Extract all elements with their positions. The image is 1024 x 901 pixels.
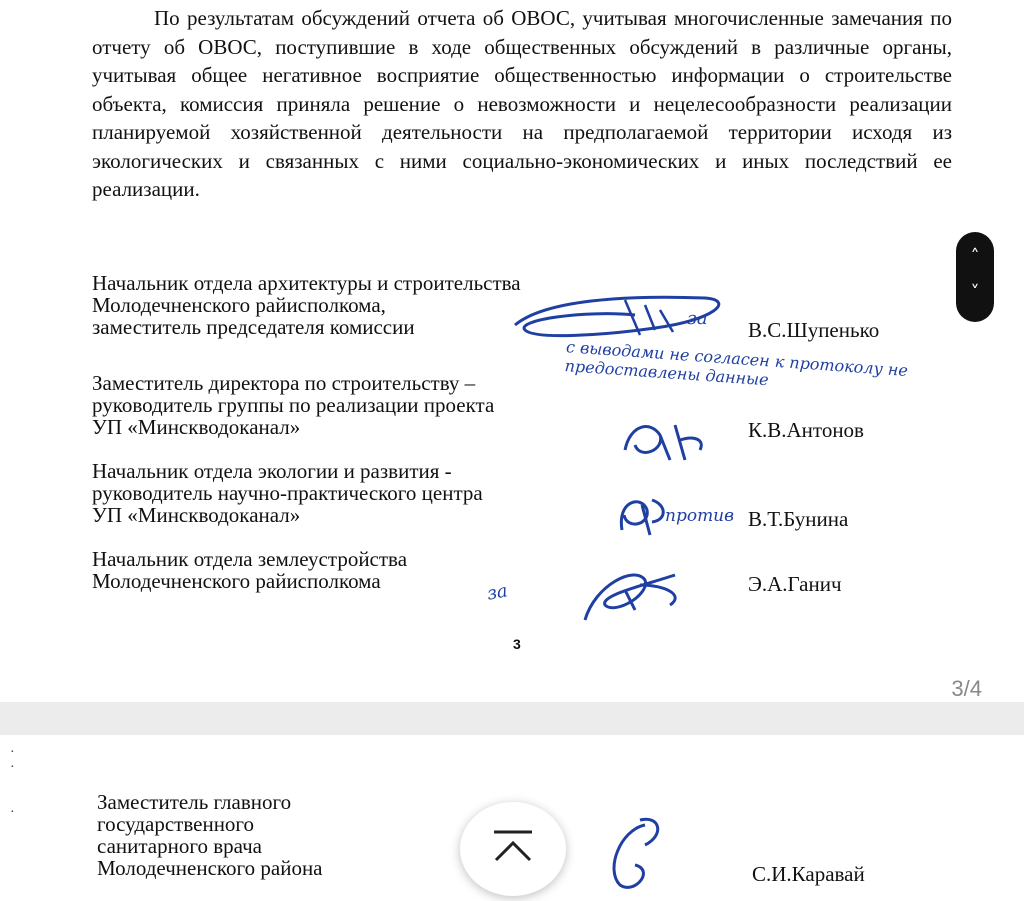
- page-counter: 3/4: [951, 676, 982, 701]
- signatory-line: руководитель группы по реализации проекта: [92, 393, 495, 417]
- signature-bunina: [612, 490, 672, 540]
- signatory-name-2: К.В.Антонов: [748, 418, 864, 442]
- signatory-block-2: [92, 372, 494, 438]
- signature-antonov: [620, 415, 710, 465]
- note-disagree: с выводами не согласен к протоколу не предоставлены данные: [564, 337, 909, 390]
- signatory-line: УП «Минскводоканал»: [92, 503, 301, 527]
- page-number: 3: [513, 636, 521, 652]
- signatory-line: Заместитель директора по строительству –: [92, 371, 476, 395]
- collapse-button[interactable]: [460, 802, 566, 896]
- signatory-name-3: В.Т.Бунина: [748, 507, 849, 531]
- page-edge-marks: · · ·: [10, 745, 15, 820]
- collapse-up-icon: [490, 828, 536, 868]
- scroll-control[interactable]: [956, 232, 994, 322]
- signatory-line: Заместитель главного: [97, 790, 292, 814]
- decision-paragraph: По результатам обсуждений отчета об ОВОС, учитывая многочисленные замечания по отчету об ОВОС, поступившие в ходе общественных обсуждений в различные органы, учитывая общее негативное восприятие общественностью информации о строительстве объекта, комиссия приняла решение о невозможности и нецелесообразности реализации планируемой хозяйственной деятельности на предполагаемой территории исходя из экологических и связанных с ними социально-экономических и иных последствий ее реализации.: [92, 6, 952, 201]
- signatory-block-1: [92, 272, 521, 338]
- signatory-line: государственного: [97, 812, 255, 836]
- signatory-name-5: С.И.Каравай: [752, 862, 865, 886]
- signature-ganich: [575, 555, 695, 630]
- signatory-name-4: Э.А.Ганич: [748, 572, 842, 596]
- signatory-block-4: [92, 548, 407, 592]
- note-za-4: за: [485, 580, 510, 605]
- signatory-line: Начальник отдела архитектуры и строительства: [92, 271, 521, 295]
- signatory-line: руководитель научно-практического центра: [92, 481, 483, 505]
- note-za-1: за: [687, 308, 708, 329]
- signatory-line: Начальник отдела экологии и развития -: [92, 459, 452, 483]
- chevron-up-icon[interactable]: ˄: [970, 246, 980, 267]
- signatory-line: Молодечненского райисполкома,: [92, 293, 386, 317]
- chevron-down-icon[interactable]: ˅: [970, 282, 980, 303]
- signatory-line: санитарного врача: [97, 834, 262, 858]
- signatory-line: Молодечненского райисполкома: [92, 569, 381, 593]
- signature-shupenko: [505, 280, 745, 350]
- signatory-line: заместитель председателя комиссии: [92, 315, 415, 339]
- signatory-name-1: В.С.Шупенько: [748, 318, 880, 342]
- note-against: против: [665, 506, 735, 526]
- signatory-block-3: [92, 460, 483, 526]
- signatory-line: Молодечненского района: [97, 856, 323, 880]
- signature-karavai: [600, 810, 700, 900]
- signatory-line: УП «Минскводоканал»: [92, 415, 301, 439]
- signatory-line: Начальник отдела землеустройства: [92, 547, 408, 571]
- signatory-block-5: [97, 791, 323, 879]
